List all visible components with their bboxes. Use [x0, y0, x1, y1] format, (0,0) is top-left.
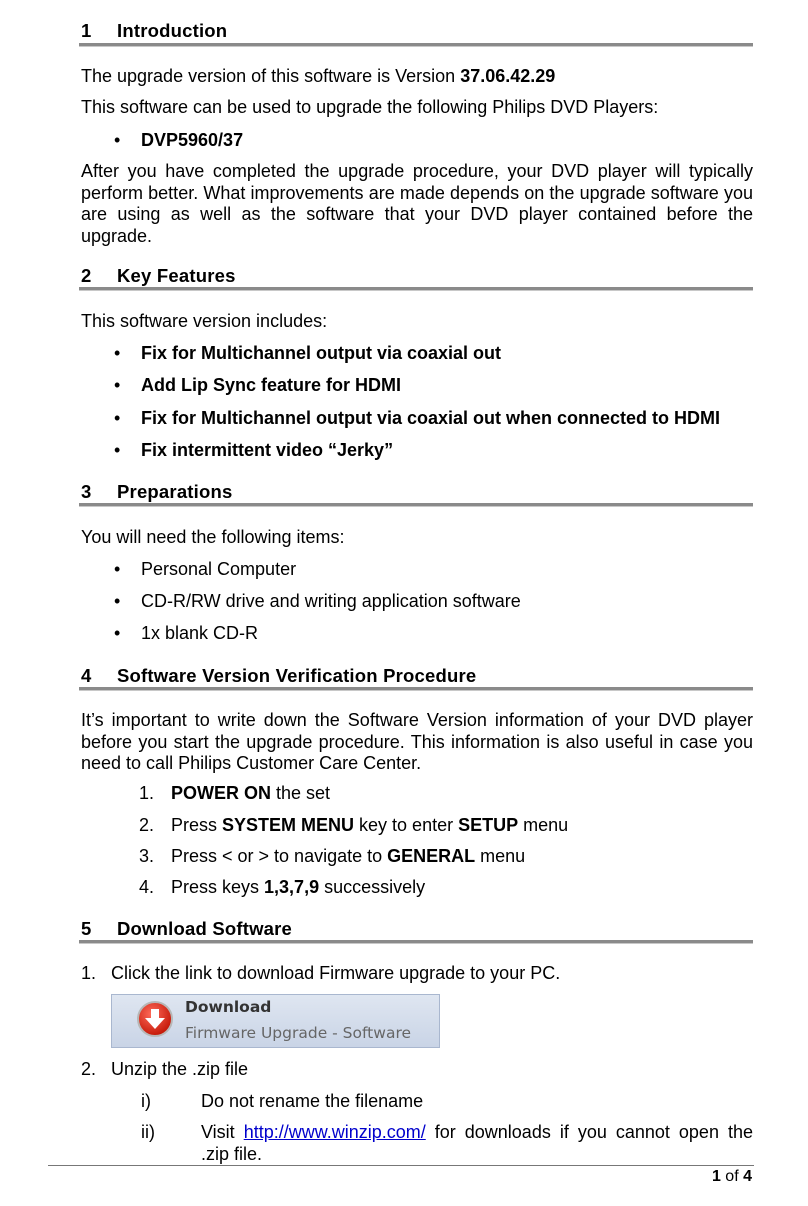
- feature-item: • Fix intermittent video “Jerky”: [114, 440, 394, 460]
- bullet-icon: •: [114, 559, 121, 579]
- section-rule: [79, 43, 753, 47]
- section-heading-verification: 4 Software Version Verification Procedure: [81, 665, 477, 686]
- feature-item: • Add Lip Sync feature for HDMI: [114, 375, 402, 395]
- bullet-icon: •: [114, 343, 121, 363]
- page-number: 1 of 4: [711, 1168, 752, 1185]
- section-rule: [79, 940, 753, 944]
- verification-step: 4. Press keys 1,3,7,9 successively: [139, 877, 426, 897]
- feature-item: • Fix for Multichannel output via coaxial out: [114, 343, 502, 363]
- intro-paragraph: After you have completed the upgrade procedure, your DVD player will typically perform better. What improvements are made depends on the upgrade software you are using as well as the software that your DVD player contained before the upgrade.: [81, 161, 753, 246]
- bullet-icon: •: [114, 375, 121, 395]
- verification-step: 1. POWER ON the set: [139, 783, 331, 803]
- download-substep: i) Do not rename the filename: [141, 1091, 424, 1111]
- section-heading-key-features: 2 Key Features: [81, 265, 236, 286]
- feature-item: • Fix for Multichannel output via coaxial out when connected to HDMI: [114, 408, 721, 428]
- version-line: The upgrade version of this software is Version 37.06.42.29: [81, 66, 556, 86]
- bullet-icon: •: [114, 130, 121, 150]
- download-step: 1. Click the link to download Firmware upgrade to your PC.: [81, 963, 561, 983]
- preparations-lead: You will need the following items:: [81, 527, 345, 547]
- player-model-item: • DVP5960/37: [114, 130, 244, 150]
- verification-paragraph: It’s important to write down the Software Version information of your DVD player before you start the upgrade procedure. This information is also useful in case you need to call Philips Customer Care Center.: [81, 710, 753, 773]
- download-button-title: Download: [185, 998, 272, 1016]
- footer-rule: [48, 1165, 754, 1166]
- download-arrow-icon: [136, 1000, 174, 1038]
- features-lead: This software version includes:: [81, 311, 328, 331]
- download-step: 2. Unzip the .zip file: [81, 1059, 249, 1079]
- preparation-item: • Personal Computer: [114, 559, 297, 579]
- download-substep: ii) Visit http://www.winzip.com/ for downloads if you cannot open the .zip file.: [141, 1122, 753, 1164]
- verification-step: 3. Press < or > to navigate to GENERAL menu: [139, 846, 526, 866]
- preparation-item: • CD-R/RW drive and writing application software: [114, 591, 521, 611]
- verification-step: 2. Press SYSTEM MENU key to enter SETUP menu: [139, 815, 569, 835]
- section-rule: [79, 503, 753, 507]
- section-heading-preparations: 3 Preparations: [81, 481, 233, 502]
- winzip-link[interactable]: http://www.winzip.com/: [243, 1122, 426, 1142]
- section-heading-introduction: 1 Introduction: [81, 20, 228, 41]
- bullet-icon: •: [114, 591, 121, 611]
- version-number: 37.06.42.29: [460, 66, 556, 86]
- bullet-icon: •: [114, 440, 121, 460]
- bullet-icon: •: [114, 623, 121, 643]
- section-rule: [79, 287, 753, 291]
- download-button-subtitle: Firmware Upgrade - Software: [185, 1024, 412, 1042]
- players-line: This software can be used to upgrade the following Philips DVD Players:: [81, 97, 659, 117]
- preparation-item: • 1x blank CD-R: [114, 623, 259, 643]
- section-rule: [79, 687, 753, 691]
- download-firmware-button[interactable]: [111, 994, 440, 1048]
- bullet-icon: •: [114, 408, 121, 428]
- section-heading-download: 5 Download Software: [81, 918, 293, 939]
